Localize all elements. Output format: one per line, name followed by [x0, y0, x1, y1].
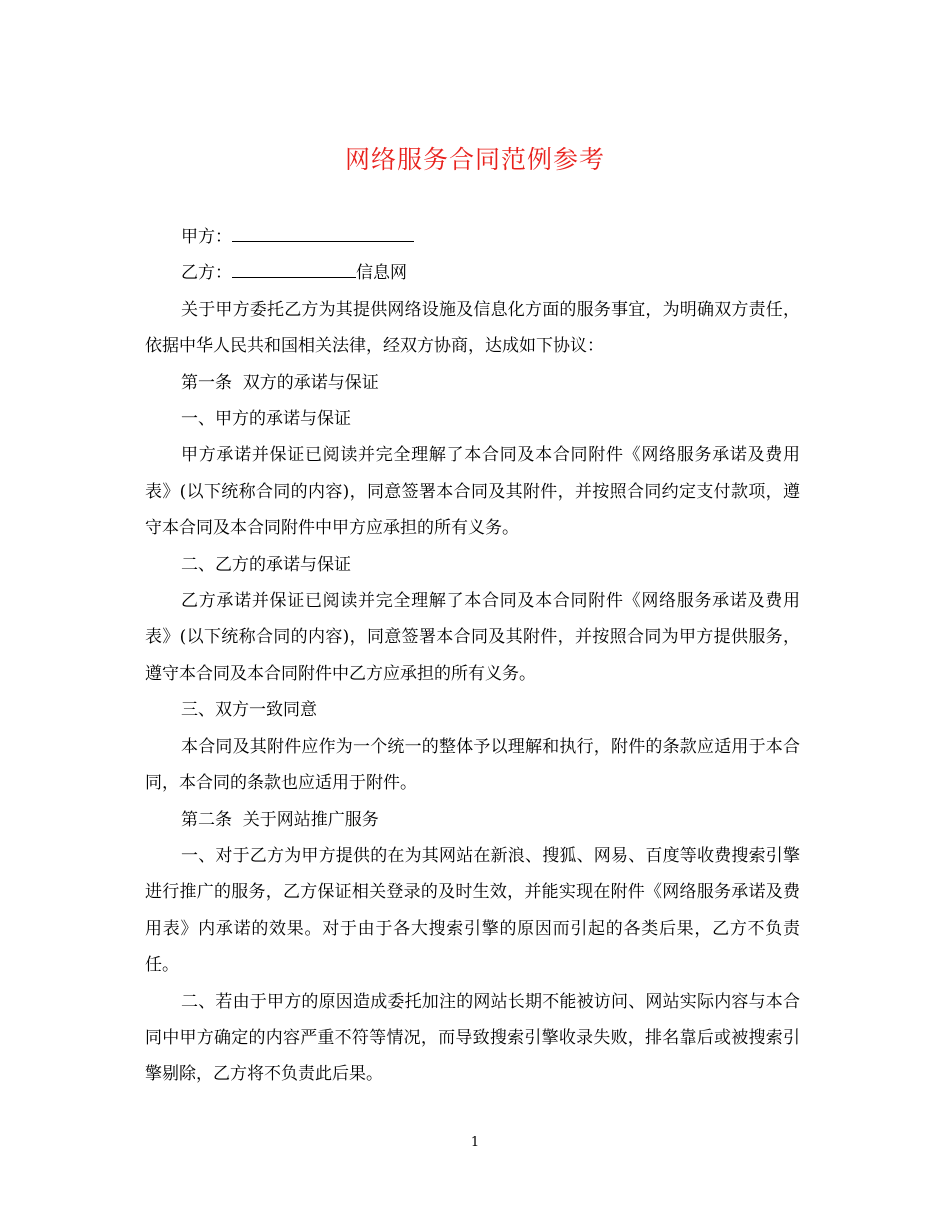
- party-b-suffix: 信息网: [356, 263, 407, 284]
- party-b-label: 乙方：: [181, 263, 232, 284]
- document-title: 网络服务合同范例参考: [344, 145, 605, 174]
- party-b-line: [145, 255, 800, 291]
- section-heading: 三、双方一致同意: [181, 700, 317, 721]
- party-b-blank: [232, 255, 356, 278]
- section-heading: 一、甲方的承诺与保证: [181, 409, 351, 430]
- party-a-label: 甲方：: [181, 227, 232, 247]
- article-2-heading: 第二条 关于网站推广服务: [181, 809, 379, 830]
- paragraph: 甲方承诺并保证已阅读并完全理解了本合同及本合同附件《网络服务承诺及费用表》(以下统称合同的内容)，同意签署本合同及其附件，并按照合同约定支付款项，遵守本合同及本合同附件中甲方应承担的所有义务。: [145, 445, 800, 539]
- party-a-line: [145, 219, 800, 255]
- party-a-blank: [232, 219, 414, 242]
- paragraph-preamble: 关于甲方委托乙方为其提供网络设施及信息化方面的服务事宜，为明确双方责任，依据中华人民共和国相关法律，经双方协商，达成如下协议：: [145, 299, 800, 357]
- section-heading: 二、乙方的承诺与保证: [181, 554, 351, 575]
- paragraph: 二、若由于甲方的原因造成委托加注的网站长期不能被访问、网站实际内容与本合同中甲方确定的内容严重不符等情况，而导致搜索引擎收录失败，排名靠后或被搜索引擎剔除，乙方将不负责此后果。: [145, 991, 800, 1085]
- paragraph: 本合同及其附件应作为一个统一的整体予以理解和执行，附件的条款应适用于本合同，本合同的条款也应适用于附件。: [145, 736, 800, 794]
- paragraph: 一、对于乙方为甲方提供的在为其网站在新浪、搜狐、网易、百度等收费搜索引擎进行推广的服务，乙方保证相关登录的及时生效，并能实现在附件《网络服务承诺及费用表》内承诺的效果。对于由于各大搜索引擎的原因而引起的各类后果，乙方不负责任。: [145, 845, 800, 976]
- document-body: [145, 219, 800, 1093]
- page-number: 1: [470, 1135, 480, 1150]
- article-1-heading: 第一条 双方的承诺与保证: [181, 372, 379, 393]
- paragraph: 乙方承诺并保证已阅读并完全理解了本合同及本合同附件《网络服务承诺及费用表》(以下统称合同的内容)，同意签署本合同及其附件，并按照合同为甲方提供服务，遵守本合同及本合同附件中乙方应承担的所有义务。: [145, 591, 800, 684]
